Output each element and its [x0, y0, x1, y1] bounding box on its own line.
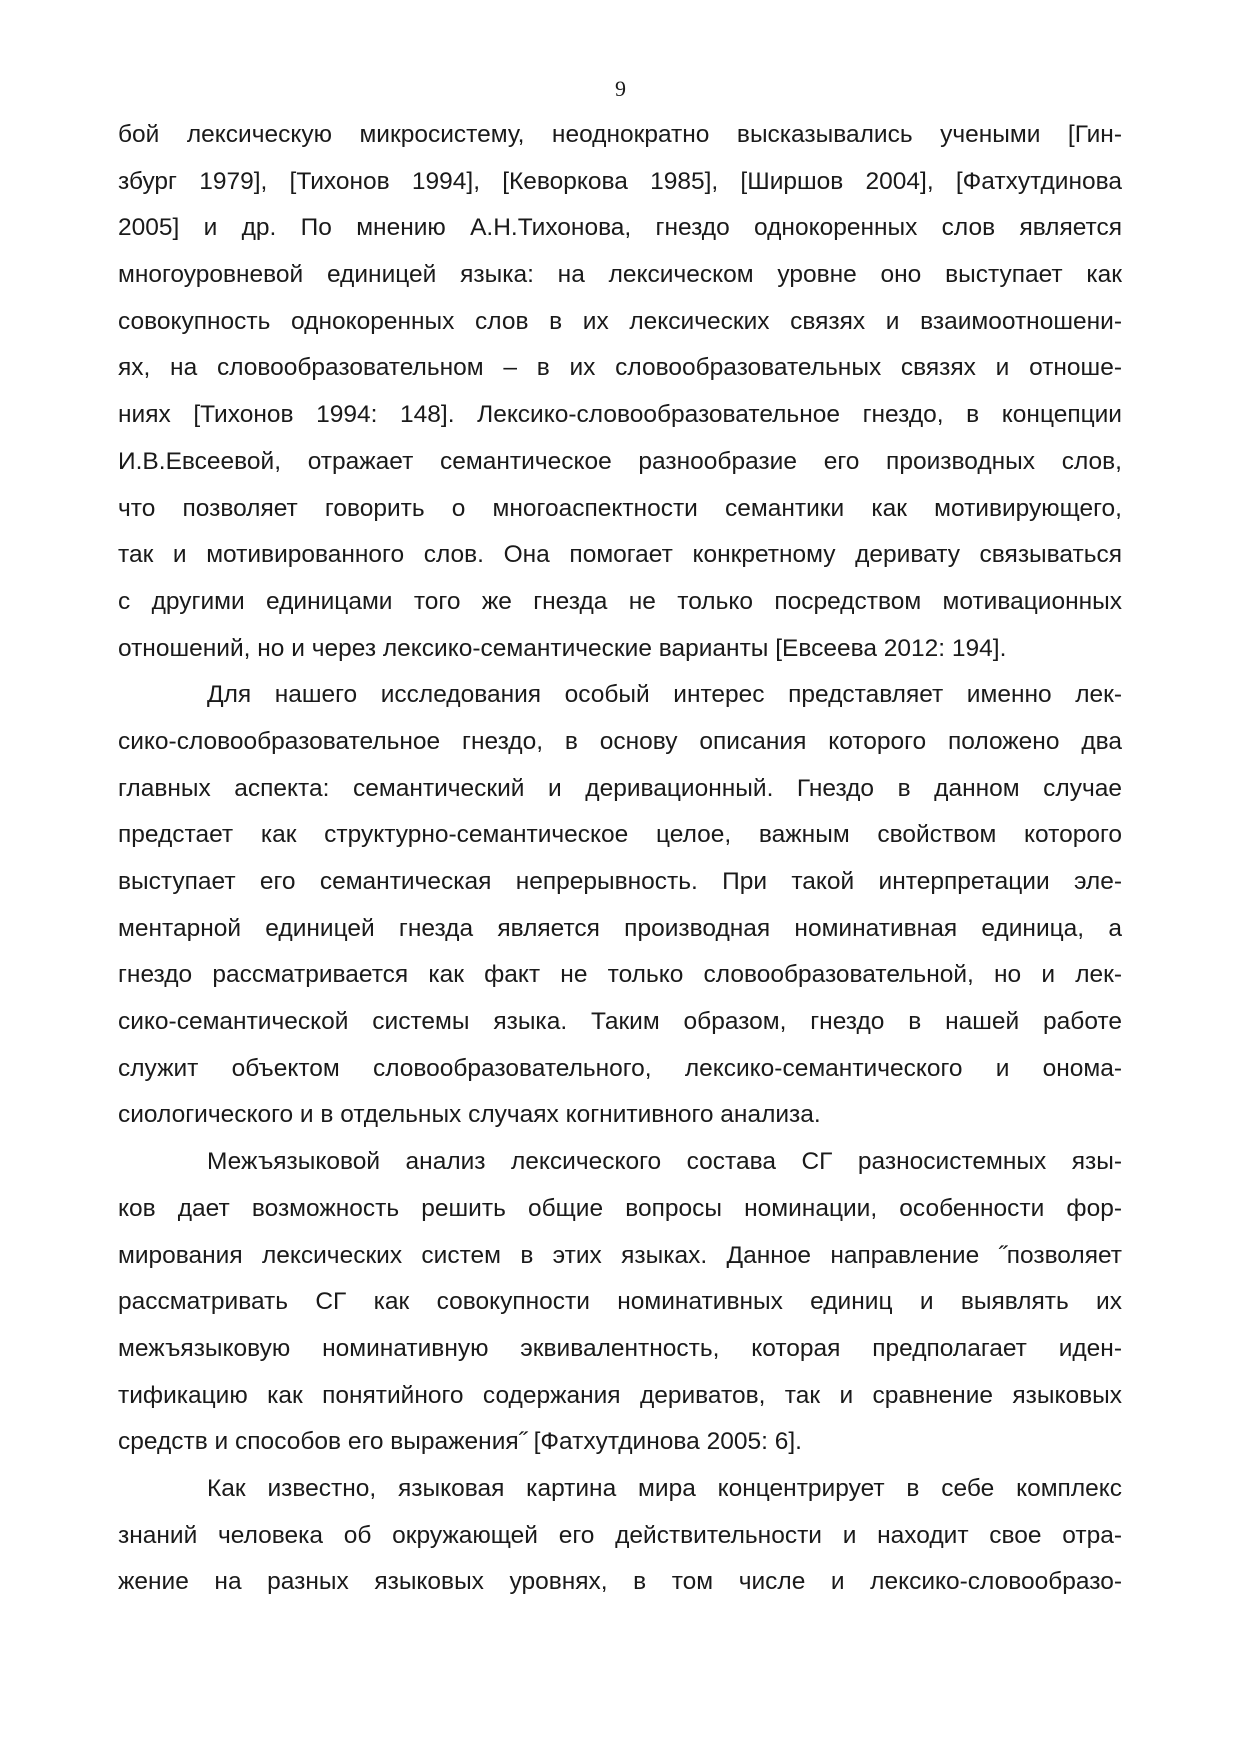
body-text [118, 112, 1122, 1606]
text-line: жение на разных языковых уровнях, в том числе и лексико-словообразо- [118, 1568, 1122, 1596]
page-number: 9 [615, 76, 626, 101]
text-line: средств и способов его выражения˝ [Фатхутдинова 2005: 6]. [118, 1428, 802, 1456]
text-line: знаний человека об окружающей его действительности и находит свое отра- [118, 1521, 1122, 1549]
text-line: ков дает возможность решить общие вопросы номинации, особенности фор- [118, 1194, 1122, 1222]
text-line: служит объектом словообразовательного, лексико-семантического и онома- [118, 1054, 1122, 1082]
text-line: межъязыковую номинативную эквивалентность, которая предполагает иден- [118, 1334, 1122, 1362]
paragraph [118, 1139, 1122, 1466]
text-line: рассматривать СГ как совокупности номинативных единиц и выявлять их [118, 1288, 1122, 1316]
text-line: гнездо рассматривается как факт не только словообразовательной, но и лек- [118, 961, 1122, 989]
text-line: отношений, но и через лексико-семантические варианты [Евсеева 2012: 194]. [118, 634, 1007, 662]
text-line: так и мотивированного слов. Она помогает конкретному деривату связываться [118, 541, 1122, 569]
text-line: ях, на словообразовательном – в их словообразовательных связях и отноше- [118, 354, 1122, 382]
text-line: 2005] и др. По мнению А.Н.Тихонова, гнездо однокоренных слов является [118, 214, 1122, 242]
paragraph [118, 1466, 1122, 1606]
text-line: ниях [Тихонов 1994: 148]. Лексико-словообразовательное гнездо, в концепции [118, 401, 1122, 429]
text-line: Для нашего исследования особый интерес представляет именно лек- [207, 681, 1122, 709]
text-line: многоуровневой единицей языка: на лексическом уровне оно выступает как [118, 261, 1122, 289]
text-line: сиологического и в отдельных случаях когнитивного анализа. [118, 1101, 821, 1129]
text-line: тификацию как понятийного содержания дериватов, так и сравнение языковых [118, 1381, 1122, 1409]
text-line: сико-словообразовательное гнездо, в основу описания которого положено два [118, 727, 1122, 755]
text-line: что позволяет говорить о многоаспектности семантики как мотивирующего, [118, 494, 1122, 522]
paragraph [118, 672, 1122, 1139]
text-line: с другими единицами того же гнезда не только посредством мотивационных [118, 587, 1122, 615]
text-line: сико-семантической системы языка. Таким образом, гнездо в нашей работе [118, 1008, 1122, 1036]
text-line: Как известно, языковая картина мира концентрирует в себе комплекс [207, 1474, 1122, 1502]
text-line: бой лексическую микросистему, неоднократно высказывались учеными [Гин- [118, 121, 1122, 148]
text-line: ментарной единицей гнезда является производная номинативная единица, а [118, 914, 1122, 942]
text-line: Межъязыковой анализ лексического состава СГ разносистемных язы- [207, 1148, 1122, 1176]
text-line: выступает его семантическая непрерывность. При такой интерпретации эле- [118, 868, 1122, 895]
text-line: збург 1979], [Тихонов 1994], [Кеворкова 1985], [Ширшов 2004], [Фатхутдинова [118, 167, 1122, 195]
text-line: главных аспекта: семантический и деривационный. Гнездо в данном случае [118, 774, 1122, 802]
text-line: И.В.Евсеевой, отражает семантическое разнообразие его производных слов, [118, 447, 1122, 475]
paragraph [118, 112, 1122, 672]
text-line: предстает как структурно-семантическое целое, важным свойством которого [118, 821, 1122, 849]
text-line: мирования лексических систем в этих языках. Данное направление ˝позволяет [118, 1241, 1122, 1269]
text-line: совокупность однокоренных слов в их лексических связях и взаимоотношени- [118, 307, 1122, 335]
